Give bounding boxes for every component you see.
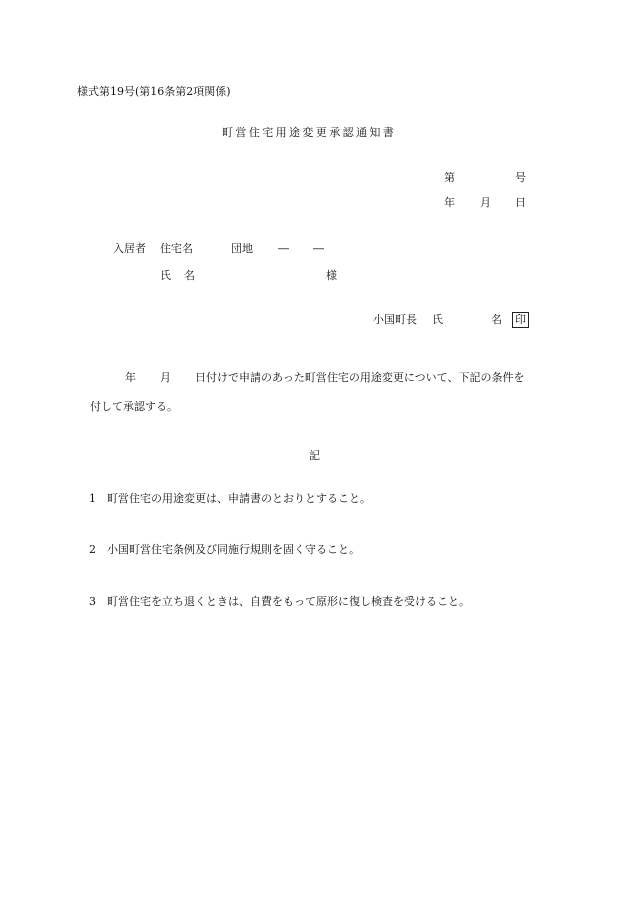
tenant-label: 入居者 [113, 242, 146, 255]
condition-2-text: 小国町営住宅条例及び同施行規則を固く守ること。 [107, 543, 360, 556]
ki-heading: 記 [309, 449, 320, 462]
form-number-label: 様式第19号(第16条第2項関係) [77, 85, 231, 98]
ref-go-label: 号 [515, 171, 526, 184]
condition-3-text: 町営住宅を立ち退くときは、自費をもって原形に復し検査を受けること。 [107, 595, 470, 608]
recipient-sama-label: 様 [326, 269, 337, 282]
issuer-shi-label: 氏 [432, 313, 443, 326]
date-month-label: 月 [480, 196, 491, 209]
recipient-shi-label: 氏 [160, 269, 171, 282]
seal-mark: 印 [512, 312, 529, 328]
condition-3-number: 3 [89, 595, 96, 608]
issuer-title: 小国町長 [373, 313, 417, 326]
seal-box [512, 312, 529, 328]
body-year-label: 年 [125, 371, 136, 384]
body-line-1: 日付けで申請のあった町営住宅の用途変更について、下記の条件を [195, 371, 525, 384]
issuer-mei-label: 名 [491, 313, 502, 326]
date-day-label: 日 [515, 196, 526, 209]
recipient-mei-label: 名 [184, 269, 195, 282]
dash-2: ― [313, 242, 324, 255]
document-title: 町営住宅用途変更承認通知書 [222, 126, 397, 139]
ref-dai-label: 第 [444, 171, 455, 184]
body-line-2: 付して承認する。 [90, 400, 178, 413]
date-year-label: 年 [444, 196, 455, 209]
condition-2-number: 2 [89, 543, 96, 556]
danchi-label: 団地 [231, 242, 253, 255]
body-month-label: 月 [160, 371, 171, 384]
housing-name-label: 住宅名 [160, 242, 193, 255]
condition-1-number: 1 [89, 492, 96, 505]
dash-1: ― [278, 242, 289, 255]
condition-1-text: 町営住宅の用途変更は、申請書のとおりとすること。 [107, 492, 371, 505]
